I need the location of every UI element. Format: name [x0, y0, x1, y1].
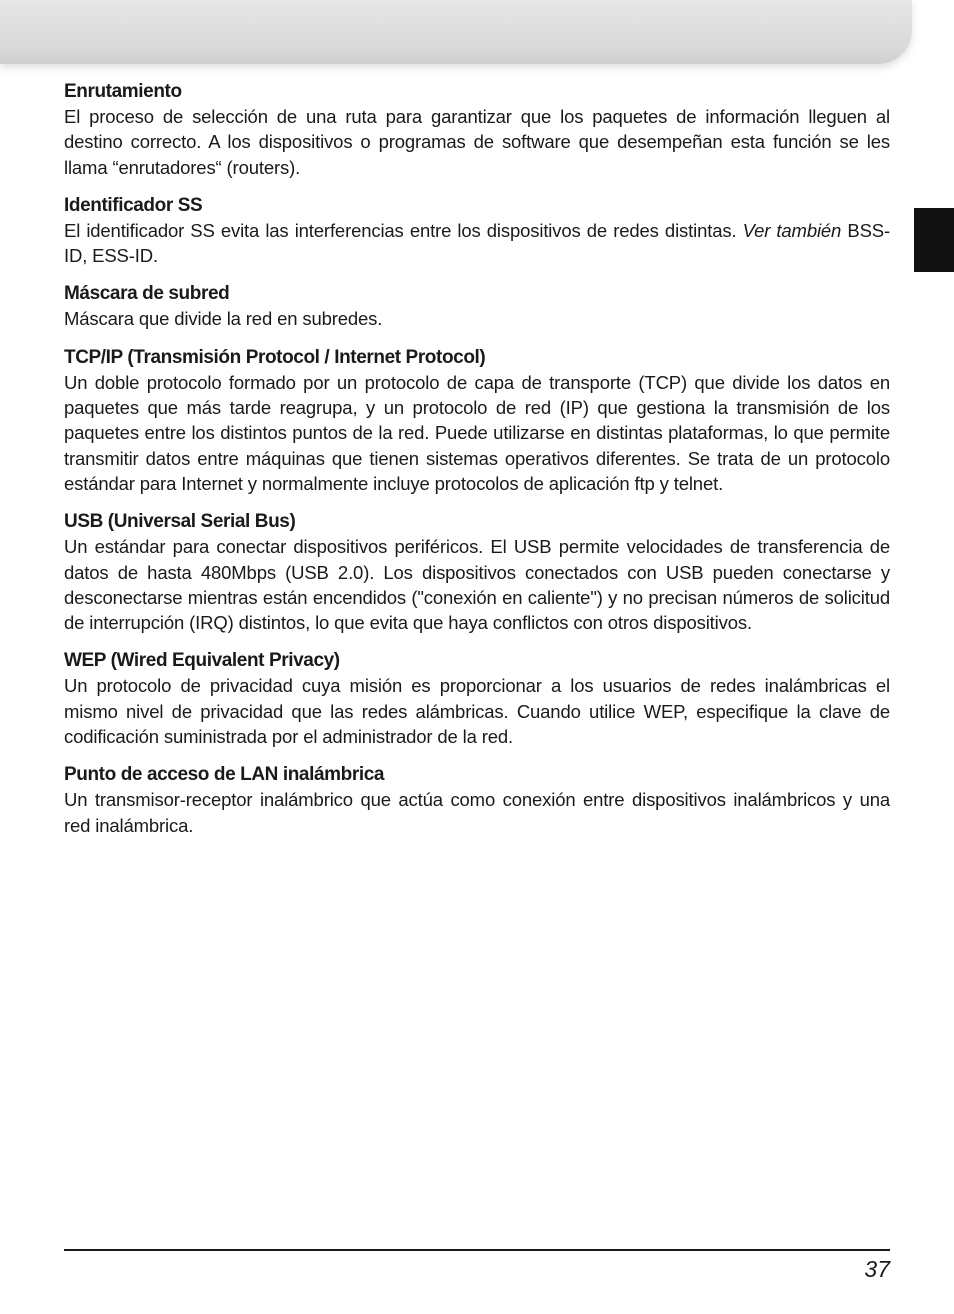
- footer-rule: [64, 1249, 890, 1251]
- glossary-definition: Un protocolo de privacidad cuya misión es proporcionar a los usuarios de redes inalámbricas el mismo nivel de privacidad que las redes alámbricas. Cuando utilice WEP, especifique la clave de codificación suministrada por el administrador de la red.: [64, 675, 890, 748]
- section-tab-marker: [914, 208, 954, 272]
- glossary-entry-usb: [64, 509, 890, 635]
- glossary-definition: El proceso de selección de una ruta para garantizar que los paquetes de información lleguen al destino correcto. A los dispositivos o programas de software que desempeñan esta función se les llama “enrutadores“ (routers).: [64, 106, 890, 178]
- glossary-entry-punto-de-acceso: [64, 762, 890, 838]
- glossary-entry-mascara-de-subred: [64, 281, 890, 331]
- glossary-definition: Máscara que divide la red en subredes.: [64, 308, 383, 330]
- glossary-entry-wep: [64, 648, 890, 749]
- glossary-definition: Un doble protocolo formado por un protocolo de capa de transporte (TCP) que divide los datos en paquetes que más tarde reagrupa, y un protocolo de red (IP) que gestiona la transmisión de los paquetes entre los distintos puntos de la red. Puede utilizarse en distintas plataformas, lo que permite transmitir datos entre máquinas que tienen sistemas operativos diferentes. Se trata de un protocolo estándar para Internet y normalmente incluye protocolos de aplicación ftp y telnet.: [64, 371, 890, 494]
- glossary-term: Identificador SS: [64, 194, 203, 216]
- glossary-entry-tcp-ip: [64, 345, 890, 496]
- glossary-entry-identificador-ss: [64, 193, 890, 269]
- glossary-definition: [64, 218, 890, 269]
- header-band: [0, 0, 912, 64]
- glossary-term: Punto de acceso de LAN inalámbrica: [64, 764, 385, 786]
- glossary-entry-enrutamiento: [64, 79, 890, 180]
- glossary-term: TCP/IP (Transmisión Protocol / Internet Protocol): [64, 346, 486, 368]
- glossary-content: [64, 79, 890, 851]
- see-also-label: Ver también: [742, 219, 842, 241]
- see-also-period: .: [152, 245, 158, 267]
- glossary-definition: Un estándar para conectar dispositivos periféricos. El USB permite velocidades de transferencia de datos de hasta 480Mbps (USB 2.0). Los dispositivos conectados con USB pueden conectarse y desconectarse mientras están encendidos ("conexión en caliente") y no precisan números de solicitud de interrupción (IRQ) distintos, lo que evita que haya conflictos con otros dispositivos.: [64, 536, 890, 634]
- glossary-term: Enrutamiento: [64, 81, 182, 102]
- glossary-term: USB (Universal Serial Bus): [64, 511, 296, 533]
- page-number: 37: [864, 1256, 890, 1282]
- see-also-references: BSS-ID, ESS-ID: [64, 219, 890, 267]
- glossary-term: WEP (Wired Equivalent Privacy): [64, 650, 340, 672]
- glossary-term: Máscara de subred: [64, 283, 230, 305]
- definition-text: El identificador SS evita las interferencias entre los dispositivos de redes distintas.: [64, 219, 737, 241]
- glossary-definition: Un transmisor-receptor inalámbrico que actúa como conexión entre dispositivos inalámbricos y una red inalámbrica.: [64, 789, 890, 836]
